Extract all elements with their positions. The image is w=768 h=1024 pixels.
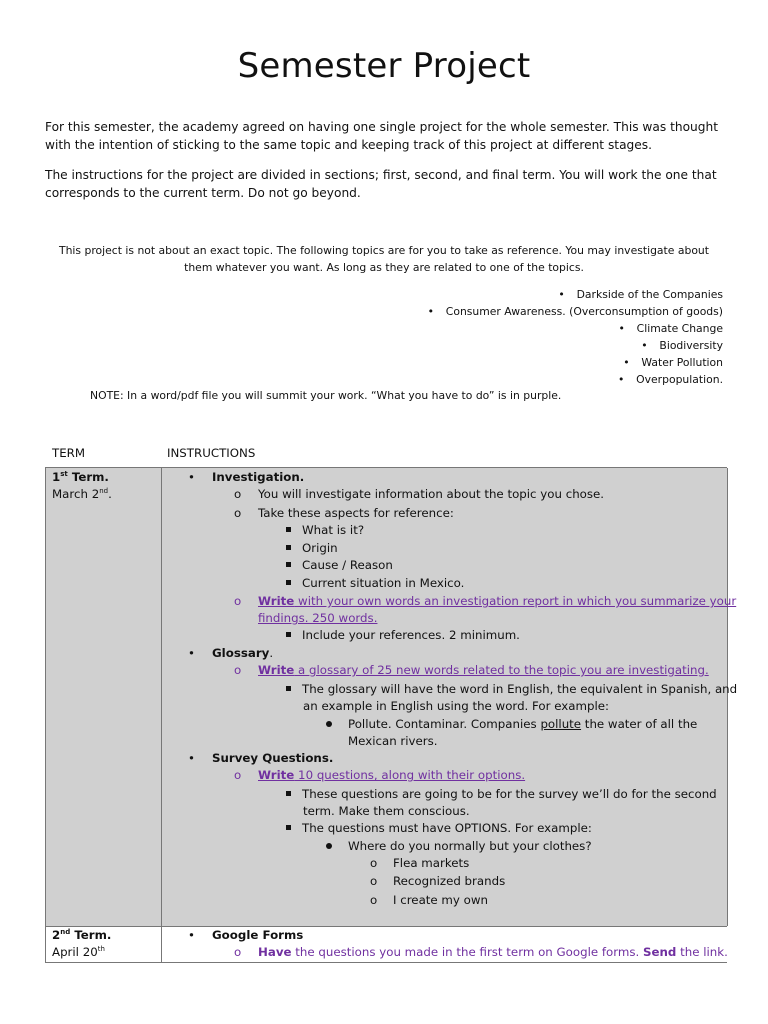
page-title: Semester Project bbox=[237, 46, 531, 86]
topic-item: • Biodiversity bbox=[424, 337, 723, 354]
table-header-rule bbox=[45, 467, 727, 468]
investigation-heading: • Investigation. bbox=[188, 470, 305, 484]
survey-example-question: Where do you normally but your clothes? bbox=[326, 838, 592, 855]
aspect-item: Current situation in Mexico. bbox=[286, 575, 464, 592]
glossary-heading: • Glossary. bbox=[188, 646, 274, 660]
survey-task: o Write 10 questions, along with their options. bbox=[234, 768, 526, 782]
glossary-example-continued: Mexican rivers. bbox=[348, 734, 438, 748]
aspect-item: Cause / Reason bbox=[286, 557, 393, 574]
topic-item: • Darkside of the Companies bbox=[424, 286, 723, 303]
survey-description-continued: term. Make them conscious. bbox=[303, 804, 470, 818]
survey-answer: o Flea markets bbox=[370, 856, 470, 870]
survey-options-note: The questions must have OPTIONS. For example: bbox=[286, 820, 592, 837]
table-row-rule bbox=[45, 926, 727, 927]
survey-description: These questions are going to be for the survey we’ll do for the second bbox=[286, 786, 717, 803]
reference-note: This project is not about an exact topic. The following topics are for you to take as reference. You may investigate about them whatever you want. As long as they are related to one of the topics. bbox=[58, 244, 710, 274]
survey-heading: • Survey Questions. bbox=[188, 751, 334, 765]
glossary-description-continued: an example in English using the word. For example: bbox=[303, 699, 609, 713]
glossary-task: o Write a glossary of 25 new words related to the topic you are investigating. bbox=[234, 663, 709, 677]
glossary-example: Pollute. Contaminar. Companies pollute the water of all the bbox=[326, 716, 697, 733]
google-forms-task: o Have the questions you made in the first term on Google forms. Send the link. bbox=[234, 945, 728, 959]
aspect-item: Origin bbox=[286, 540, 338, 557]
topic-list bbox=[424, 286, 723, 388]
aspect-item: What is it? bbox=[286, 522, 364, 539]
topic-item: • Climate Change bbox=[424, 320, 723, 337]
submission-note: NOTE: In a word/pdf file you will summit your work. “What you have to do” is in purple. bbox=[90, 389, 562, 402]
table-bottom-rule bbox=[45, 962, 727, 963]
table-left-border bbox=[45, 468, 46, 962]
references-item: Include your references. 2 minimum. bbox=[286, 627, 520, 644]
survey-answer: o Recognized brands bbox=[370, 874, 506, 888]
intro-paragraph-2: The instructions for the project are divided in sections; first, second, and final term. You will work the one that corresponds to the current term. Do not go beyond. bbox=[45, 168, 717, 200]
topic-item: • Overpopulation. bbox=[424, 371, 723, 388]
investigation-item: o Take these aspects for reference: bbox=[234, 506, 454, 520]
column-header-instructions: INSTRUCTIONS bbox=[167, 446, 256, 460]
investigation-task-continued: findings. 250 words. bbox=[258, 611, 378, 625]
column-header-term: TERM bbox=[52, 446, 86, 460]
investigation-item: o You will investigate information about the topic you chose. bbox=[234, 487, 605, 501]
survey-answer: o I create my own bbox=[370, 893, 488, 907]
intro-paragraph-1: For this semester, the academy agreed on having one single project for the whole semester. This was thought with the intention of sticking to the same topic and keeping track of this project at different stages. bbox=[45, 120, 719, 152]
table-column-divider bbox=[161, 468, 162, 962]
google-forms-heading: • Google Forms bbox=[188, 928, 304, 942]
term1-label: 1st Term. March 2nd. bbox=[52, 470, 112, 501]
investigation-task: o Write with your own words an investigation report in which you summarize your bbox=[234, 594, 737, 608]
topic-item: • Consumer Awareness. (Overconsumption of goods) bbox=[424, 303, 723, 320]
glossary-description: The glossary will have the word in English, the equivalent in Spanish, and bbox=[286, 681, 737, 698]
term2-label: 2nd Term. April 20th bbox=[52, 928, 112, 959]
topic-item: • Water Pollution bbox=[424, 354, 723, 371]
